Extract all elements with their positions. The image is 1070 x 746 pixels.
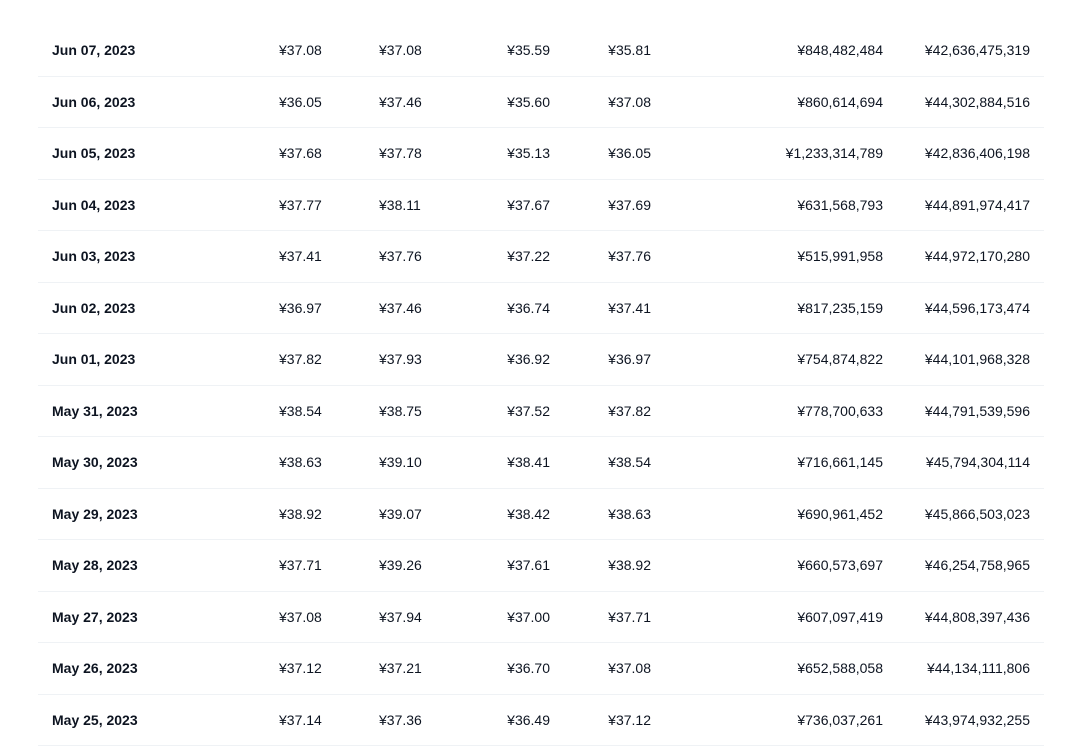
open-price-cell: ¥37.08 — [279, 592, 322, 643]
high-price-cell: ¥37.21 — [379, 643, 422, 694]
market-cap-cell: ¥43,974,932,255 — [925, 695, 1030, 746]
low-price-cell: ¥37.61 — [507, 540, 550, 591]
high-price-cell: ¥38.11 — [379, 180, 421, 231]
close-price-cell: ¥38.54 — [608, 437, 651, 488]
close-price-cell: ¥35.81 — [608, 25, 651, 76]
low-price-cell: ¥37.52 — [507, 386, 550, 437]
open-price-cell: ¥38.92 — [279, 489, 322, 540]
table-row — [38, 386, 1044, 438]
date-cell: May 30, 2023 — [52, 437, 138, 488]
volume-cell: ¥607,097,419 — [797, 592, 883, 643]
table-row — [38, 643, 1044, 695]
volume-cell: ¥860,614,694 — [797, 77, 883, 128]
table-row — [38, 77, 1044, 129]
open-price-cell: ¥37.77 — [279, 180, 322, 231]
close-price-cell: ¥37.08 — [608, 77, 651, 128]
open-price-cell: ¥36.05 — [279, 77, 322, 128]
high-price-cell: ¥37.36 — [379, 695, 422, 746]
date-cell: Jun 06, 2023 — [52, 77, 135, 128]
market-cap-cell: ¥44,302,884,516 — [925, 77, 1030, 128]
market-cap-cell: ¥44,134,111,806 — [927, 643, 1030, 694]
open-price-cell: ¥37.41 — [279, 231, 322, 282]
close-price-cell: ¥38.63 — [608, 489, 651, 540]
low-price-cell: ¥36.49 — [507, 695, 550, 746]
volume-cell: ¥778,700,633 — [797, 386, 883, 437]
low-price-cell: ¥38.41 — [507, 437, 550, 488]
date-cell: May 27, 2023 — [52, 592, 138, 643]
close-price-cell: ¥37.71 — [608, 592, 651, 643]
date-cell: Jun 02, 2023 — [52, 283, 135, 334]
table-row — [38, 540, 1044, 592]
high-price-cell: ¥37.08 — [379, 25, 422, 76]
market-cap-cell: ¥44,891,974,417 — [925, 180, 1030, 231]
open-price-cell: ¥37.08 — [279, 25, 322, 76]
close-price-cell: ¥37.76 — [608, 231, 651, 282]
table-row — [38, 128, 1044, 180]
open-price-cell: ¥37.82 — [279, 334, 322, 385]
volume-cell: ¥848,482,484 — [797, 25, 883, 76]
market-cap-cell: ¥44,791,539,596 — [925, 386, 1030, 437]
low-price-cell: ¥35.13 — [507, 128, 550, 179]
date-cell: May 25, 2023 — [52, 695, 138, 746]
table-row — [38, 231, 1044, 283]
volume-cell: ¥1,233,314,789 — [786, 128, 883, 179]
low-price-cell: ¥36.70 — [507, 643, 550, 694]
date-cell: Jun 05, 2023 — [52, 128, 135, 179]
volume-cell: ¥690,961,452 — [797, 489, 883, 540]
low-price-cell: ¥37.00 — [507, 592, 550, 643]
low-price-cell: ¥37.22 — [507, 231, 550, 282]
date-cell: Jun 07, 2023 — [52, 25, 135, 76]
high-price-cell: ¥37.93 — [379, 334, 422, 385]
low-price-cell: ¥36.92 — [507, 334, 550, 385]
close-price-cell: ¥38.92 — [608, 540, 651, 591]
high-price-cell: ¥37.76 — [379, 231, 422, 282]
table-row — [38, 437, 1044, 489]
volume-cell: ¥817,235,159 — [797, 283, 883, 334]
market-cap-cell: ¥46,254,758,965 — [925, 540, 1030, 591]
high-price-cell: ¥37.46 — [379, 283, 422, 334]
market-cap-cell: ¥42,836,406,198 — [925, 128, 1030, 179]
volume-cell: ¥515,991,958 — [797, 231, 883, 282]
low-price-cell: ¥36.74 — [507, 283, 550, 334]
close-price-cell: ¥36.97 — [608, 334, 651, 385]
date-cell: May 31, 2023 — [52, 386, 138, 437]
low-price-cell: ¥35.60 — [507, 77, 550, 128]
low-price-cell: ¥35.59 — [507, 25, 550, 76]
high-price-cell: ¥39.10 — [379, 437, 422, 488]
table-row — [38, 25, 1044, 77]
market-cap-cell: ¥45,794,304,114 — [926, 437, 1030, 488]
date-cell: May 29, 2023 — [52, 489, 138, 540]
high-price-cell: ¥39.26 — [379, 540, 422, 591]
high-price-cell: ¥38.75 — [379, 386, 422, 437]
open-price-cell: ¥38.54 — [279, 386, 322, 437]
date-cell: Jun 01, 2023 — [52, 334, 135, 385]
open-price-cell: ¥36.97 — [279, 283, 322, 334]
close-price-cell: ¥37.12 — [608, 695, 651, 746]
open-price-cell: ¥37.68 — [279, 128, 322, 179]
close-price-cell: ¥37.41 — [608, 283, 651, 334]
volume-cell: ¥716,661,145 — [797, 437, 883, 488]
open-price-cell: ¥37.71 — [279, 540, 322, 591]
market-cap-cell: ¥44,972,170,280 — [925, 231, 1030, 282]
market-cap-cell: ¥44,596,173,474 — [925, 283, 1030, 334]
open-price-cell: ¥37.14 — [279, 695, 322, 746]
volume-cell: ¥631,568,793 — [797, 180, 883, 231]
low-price-cell: ¥38.42 — [507, 489, 550, 540]
market-cap-cell: ¥44,808,397,436 — [925, 592, 1030, 643]
table-row — [38, 489, 1044, 541]
date-cell: May 28, 2023 — [52, 540, 138, 591]
high-price-cell: ¥37.78 — [379, 128, 422, 179]
open-price-cell: ¥37.12 — [279, 643, 322, 694]
open-price-cell: ¥38.63 — [279, 437, 322, 488]
volume-cell: ¥736,037,261 — [797, 695, 883, 746]
volume-cell: ¥652,588,058 — [797, 643, 883, 694]
table-row — [38, 592, 1044, 644]
market-cap-cell: ¥42,636,475,319 — [925, 25, 1030, 76]
table-row — [38, 334, 1044, 386]
close-price-cell: ¥37.69 — [608, 180, 651, 231]
close-price-cell: ¥37.82 — [608, 386, 651, 437]
date-cell: Jun 03, 2023 — [52, 231, 135, 282]
close-price-cell: ¥36.05 — [608, 128, 651, 179]
high-price-cell: ¥37.46 — [379, 77, 422, 128]
high-price-cell: ¥37.94 — [379, 592, 422, 643]
date-cell: May 26, 2023 — [52, 643, 138, 694]
market-cap-cell: ¥45,866,503,023 — [925, 489, 1030, 540]
close-price-cell: ¥37.08 — [608, 643, 651, 694]
volume-cell: ¥660,573,697 — [797, 540, 883, 591]
historical-data-table — [38, 25, 1044, 746]
table-row — [38, 283, 1044, 335]
volume-cell: ¥754,874,822 — [797, 334, 883, 385]
low-price-cell: ¥37.67 — [507, 180, 550, 231]
table-row — [38, 180, 1044, 232]
high-price-cell: ¥39.07 — [379, 489, 422, 540]
date-cell: Jun 04, 2023 — [52, 180, 135, 231]
table-row — [38, 695, 1044, 746]
market-cap-cell: ¥44,101,968,328 — [925, 334, 1030, 385]
